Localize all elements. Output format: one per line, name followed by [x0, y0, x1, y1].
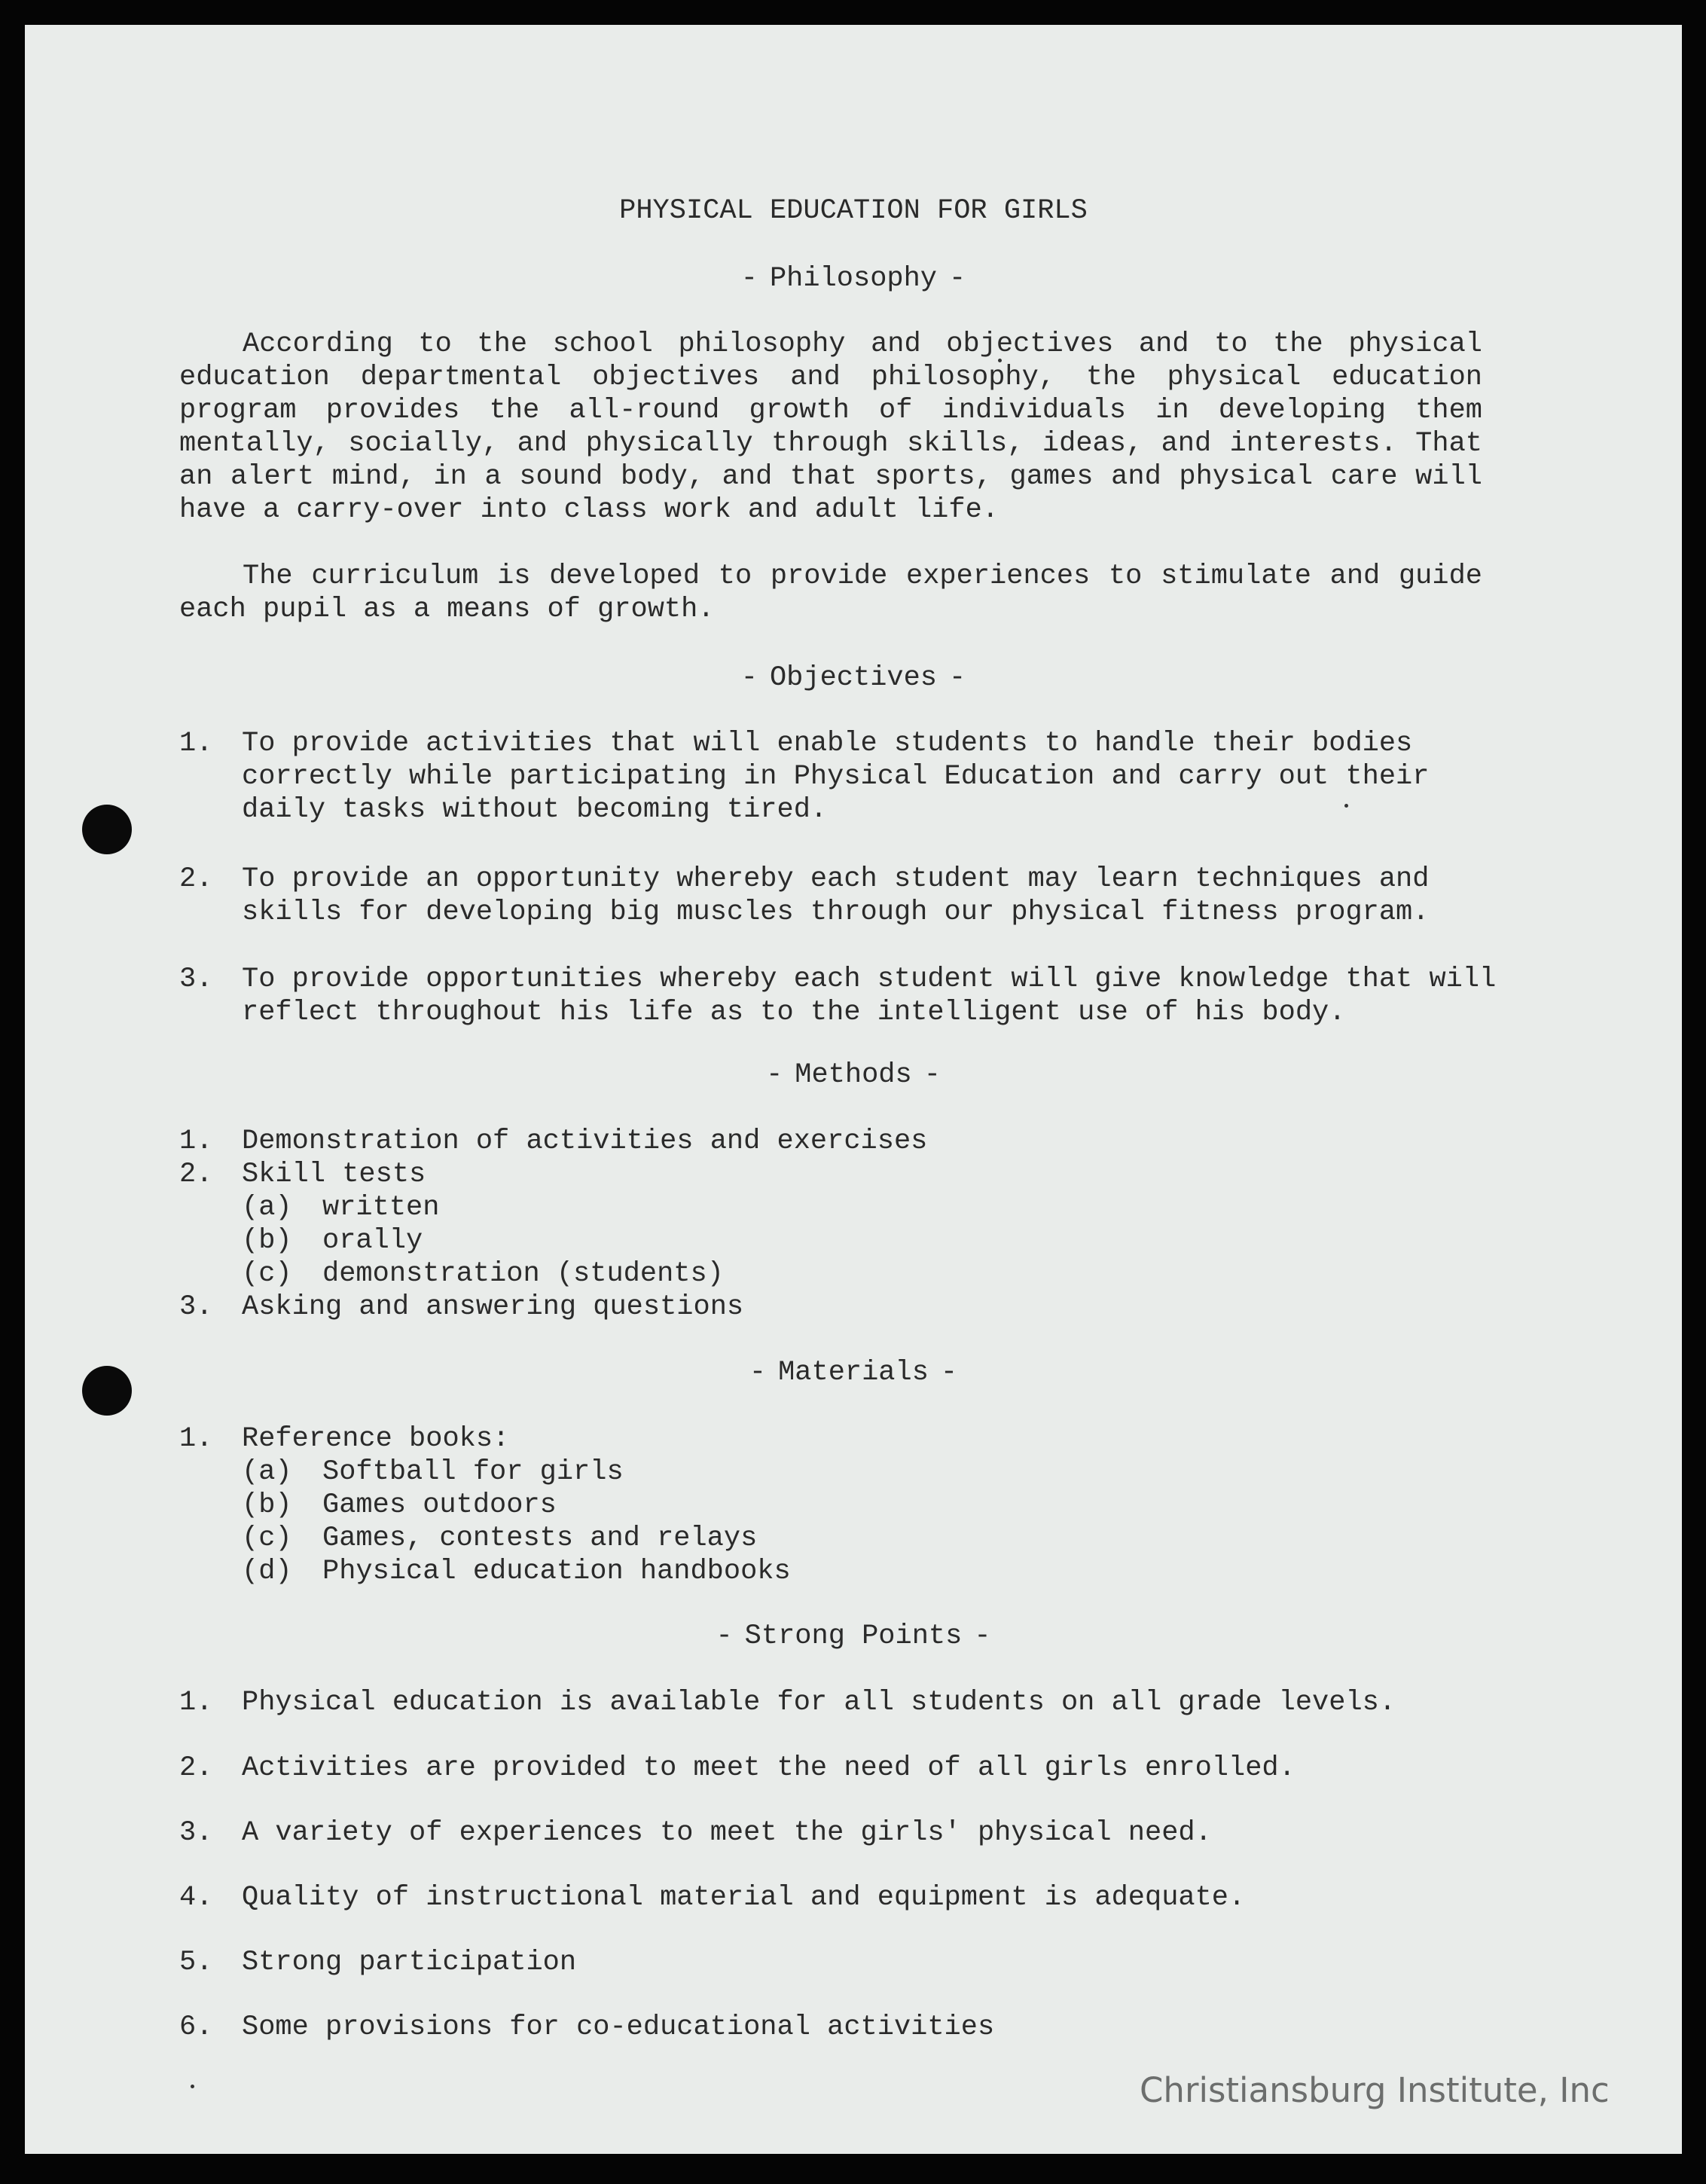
item-number: 2. — [179, 1752, 213, 1784]
subitem-text: Physical education handbooks — [322, 1556, 791, 1587]
item-number: 1. — [179, 1687, 213, 1718]
philosophy-paragraph-1: According to the school philosophy and objectives and to the physical education departmental objectives and philosophy, the physical education program provides the all-round growth of individuals in developing them mentally, socially, and physically through skills, ideas, and interests. That an alert mind, in a sound body, and that sports, games and physical care will have a carry-over into class work and adult life. — [179, 328, 1482, 526]
heading-dash: - — [766, 1059, 783, 1091]
subitem-letter: (c) — [242, 1258, 292, 1290]
heading-dash: - — [749, 1357, 767, 1388]
subitem-letter: (d) — [242, 1556, 292, 1587]
heading-text: Objectives — [769, 662, 938, 694]
watermark: Christiansburg Institute, Inc — [1140, 2070, 1610, 2110]
heading-dash: - — [949, 263, 966, 295]
item-number: 3. — [179, 1817, 213, 1849]
heading-text: Strong Points — [744, 1620, 963, 1652]
subitem-text: written — [322, 1192, 440, 1223]
item-text: To provide an opportunity whereby each student may learn techniques and skills for developing big muscles through our physical fitness program. — [242, 863, 1430, 928]
section-heading-strong-points — [25, 1620, 1682, 1653]
item-text: Some provisions for co-educational activities — [242, 2011, 995, 2043]
section-heading-objectives — [25, 661, 1682, 695]
item-number: 3. — [179, 1291, 213, 1323]
section-heading-methods — [25, 1058, 1682, 1092]
item-number: 3. — [179, 964, 213, 995]
subitem-letter: (b) — [242, 1489, 292, 1521]
subitem-letter: (a) — [242, 1192, 292, 1223]
item-text: Physical education is available for all students on all grade levels. — [242, 1687, 1396, 1718]
item-text: Quality of instructional material and equipment is adequate. — [242, 1882, 1246, 1914]
item-number: 6. — [179, 2011, 213, 2043]
item-number: 1. — [179, 728, 213, 759]
item-text: Strong participation — [242, 1947, 577, 1978]
item-number: 2. — [179, 1159, 213, 1190]
subitem-text: Games, contests and relays — [322, 1523, 758, 1554]
heading-dash: - — [949, 662, 966, 694]
subitem-letter: (c) — [242, 1523, 292, 1554]
heading-dash: - — [716, 1620, 733, 1652]
subitem-letter: (a) — [242, 1456, 292, 1488]
heading-text: Philosophy — [769, 263, 938, 295]
subitem-text: Games outdoors — [322, 1489, 557, 1521]
document-page — [25, 25, 1682, 2154]
subitem-text: Softball for girls — [322, 1456, 624, 1488]
document-body — [25, 25, 1682, 2154]
item-text: Asking and answering questions — [242, 1291, 744, 1323]
item-number: 5. — [179, 1947, 213, 1978]
section-heading-philosophy — [25, 262, 1682, 295]
item-number: 1. — [179, 1423, 213, 1455]
heading-dash: - — [974, 1620, 991, 1652]
subitem-text: demonstration (students) — [322, 1258, 724, 1290]
item-number: 2. — [179, 863, 213, 895]
item-text: Activities are provided to meet the need of all girls enrolled. — [242, 1752, 1296, 1784]
item-text: Skill tests — [242, 1159, 426, 1190]
subitem-text: orally — [322, 1225, 423, 1257]
item-text: Reference books: — [242, 1423, 510, 1455]
heading-text: Materials — [778, 1357, 929, 1388]
heading-dash: - — [940, 1357, 958, 1388]
section-heading-materials — [25, 1356, 1682, 1389]
item-text: Demonstration of activities and exercises — [242, 1126, 928, 1157]
item-number: 4. — [179, 1882, 213, 1914]
heading-dash: - — [740, 263, 758, 295]
subitem-letter: (b) — [242, 1225, 292, 1257]
heading-text: Methods — [795, 1059, 912, 1091]
heading-dash: - — [740, 662, 758, 694]
item-text: To provide opportunities whereby each student will give knowledge that will reflect throughout his life as to the intelligent use of his body. — [242, 964, 1497, 1028]
item-text: To provide activities that will enable students to handle their bodies correctly while participating in Physical Education and carry out their daily tasks without becoming tired. — [242, 728, 1430, 826]
philosophy-paragraph-2: The curriculum is developed to provide experiences to stimulate and guide each pupil as a means of growth. — [179, 561, 1482, 625]
page-title: PHYSICAL EDUCATION FOR GIRLS — [619, 195, 1088, 227]
item-number: 1. — [179, 1126, 213, 1157]
item-text: A variety of experiences to meet the girls' physical need. — [242, 1817, 1212, 1849]
heading-dash: - — [923, 1059, 941, 1091]
